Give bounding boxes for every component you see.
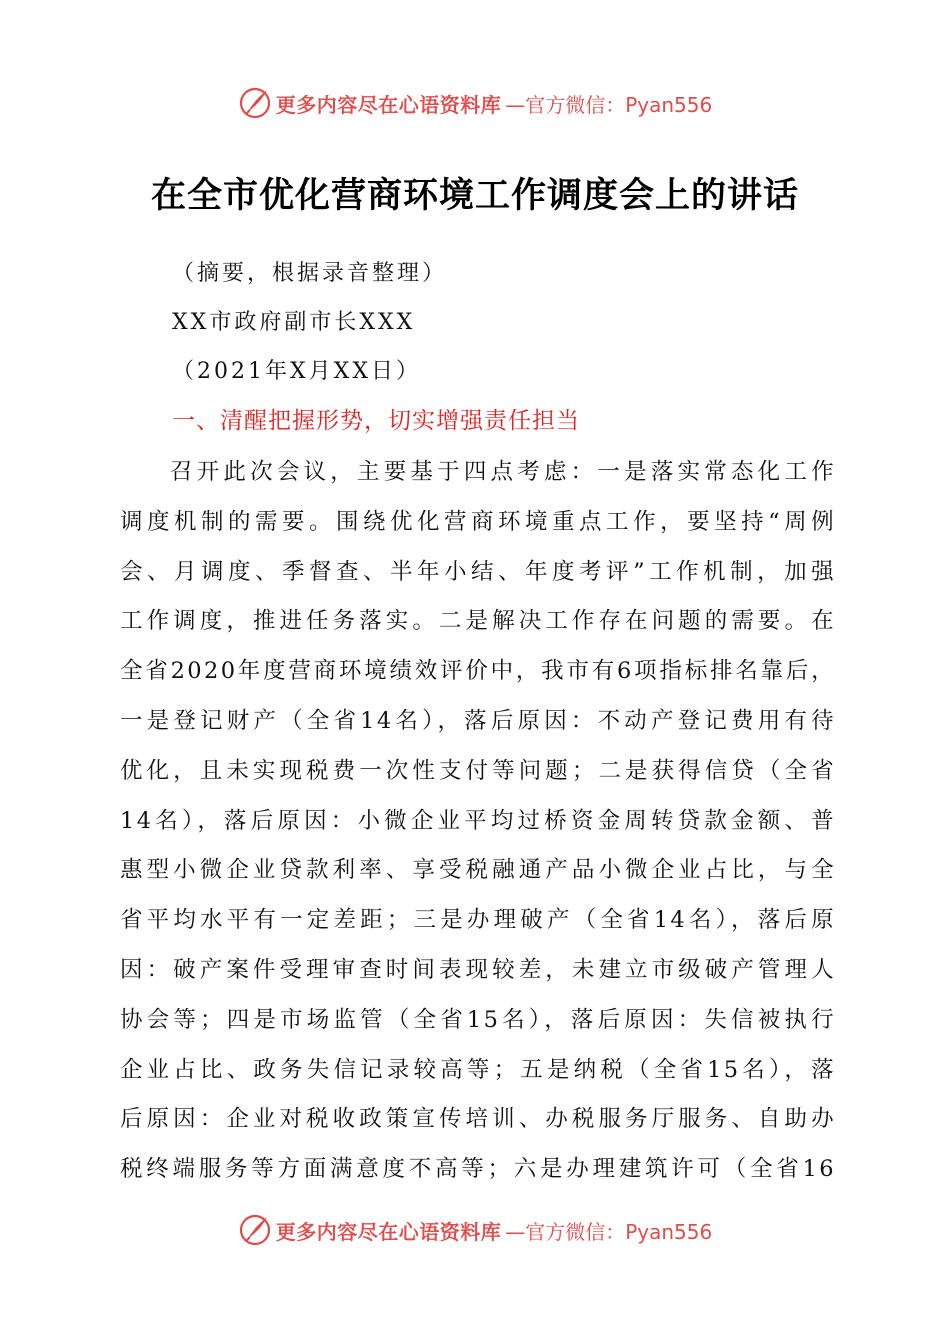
- header-watermark: [0, 83, 950, 123]
- section-1-heading: 一、清醒把握形势，切实增强责任担当: [172, 408, 580, 434]
- footer-watermark: [0, 1210, 950, 1250]
- watermark-brand-text: 更多内容尽在心语资料库: [275, 92, 502, 117]
- document-note: （摘要，根据录音整理）: [172, 261, 448, 286]
- body-line: 优化，且未实现税费一次性支付等问题；二是获得信贷（全省: [120, 757, 836, 784]
- body-line: 惠型小微企业贷款利率、享受税融通产品小微企业占比，与全: [120, 857, 836, 884]
- body-line: 协会等；四是市场监管（全省15名），落后原因：失信被执行: [120, 1006, 836, 1033]
- body-line: 会、月调度、季督查、半年小结、年度考评”工作机制，加强: [120, 558, 836, 585]
- quill-pen-icon: [238, 1213, 272, 1247]
- body-line: 召开此次会议，主要基于四点考虑：一是落实常态化工作: [170, 459, 836, 485]
- watermark-contact-text: —官方微信：Pyan556: [505, 92, 713, 117]
- document-date: （2021年X月XX日）: [172, 359, 421, 384]
- body-line: 后原因：企业对税收政策宣传培训、办税服务厅服务、自助办: [120, 1106, 836, 1133]
- body-line: 调度机制的需要。围绕优化营商环境重点工作，要坚持“周例: [120, 508, 836, 535]
- body-paragraph: [120, 448, 836, 1195]
- body-line: 一是登记财产（全省14名），落后原因：不动产登记费用有待: [120, 707, 836, 734]
- body-line: 14名），落后原因：小微企业平均过桥资金周转贷款金额、普: [120, 807, 836, 834]
- document-title: 在全市优化营商环境工作调度会上的讲话: [150, 175, 799, 216]
- quill-pen-icon: [238, 86, 272, 120]
- body-line: 税终端服务等方面满意度不高等；六是办理建筑许可（全省16: [120, 1156, 836, 1183]
- body-line: 省平均水平有一定差距；三是办理破产（全省14名），落后原: [120, 907, 836, 934]
- body-line: 因：破产案件受理审查时间表现较差，未建立市级破产管理人: [120, 956, 836, 983]
- body-line: 企业占比、政务失信记录较高等；五是纳税（全省15名），落: [120, 1056, 836, 1083]
- body-line: 全省2020年度营商环境绩效评价中，我市有6项指标排名靠后，: [120, 658, 836, 685]
- body-line: 工作调度，推进任务落实。二是解决工作存在问题的需要。在: [120, 608, 836, 635]
- watermark-contact-text: —官方微信：Pyan556: [505, 1219, 713, 1244]
- watermark-brand-text: 更多内容尽在心语资料库: [275, 1219, 502, 1244]
- document-speaker: XX市政府副市长XXX: [172, 310, 416, 335]
